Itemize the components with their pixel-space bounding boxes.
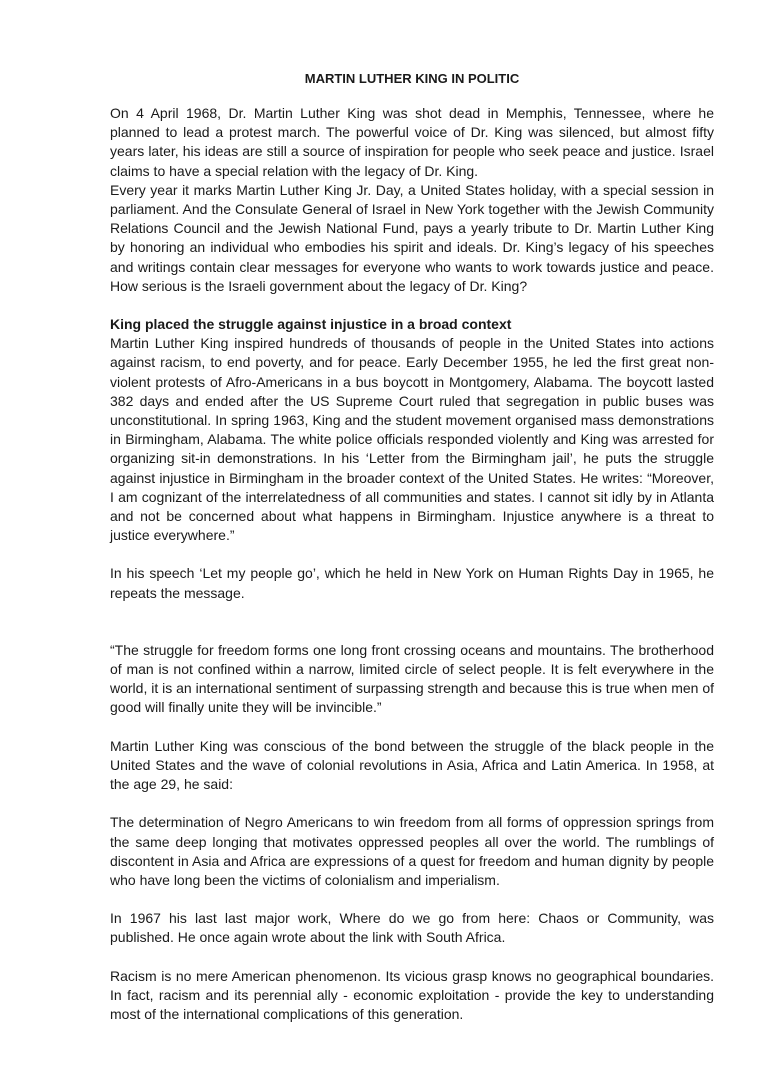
paragraph-speech: In his speech ‘Let my people go’, which he held in New York on Human Rights Day in 1965, he repeats the message. xyxy=(110,565,714,601)
paragraph-colonial: Martin Luther King was conscious of the bond between the struggle of the black people in the United States and the wave of colonial revolutions in Asia, Africa and Latin America. In 1958, at the age 29, he said: xyxy=(110,737,714,793)
paragraph-quote: “The struggle for freedom forms one long front crossing oceans and mountains. The brotherhood of man is not confined within a narrow, limited circle of select people. It is felt everywhere in the world, it is an international sentiment of surpassing strength and because this is true when men of good will finally unite they will be invincible.” xyxy=(110,641,714,716)
paragraph-intro: On 4 April 1968, Dr. Martin Luther King was shot dead in Memphis, Tennessee, where he planned to lead a protest march. The powerful voice of Dr. King was silenced, but almost fifty years later, his ideas are still a source of inspiration for people who seek peace and justice. Israel claims to have a special relation with the legacy of Dr. King. xyxy=(110,105,714,179)
paragraph-racism: Racism is no mere American phenomenon. Its vicious grasp knows no geographical boundaries. In fact, racism and its perennial ally - economic exploitation - provide the key to understanding most of the international complications of this generation. xyxy=(110,967,714,1022)
document-title: MARTIN LUTHER KING IN POLITIC xyxy=(304,71,520,86)
paragraph-israel-tribute: Every year it marks Martin Luther King Jr. Day, a United States holiday, with a special session in parliament. And the Consulate General of Israel in New York together with the Jewish Community Relations Council and the Jewish National Fund, pays a yearly tribute to Dr. Martin Luther King by honoring an individual who embodies his spirit and ideals. Dr. King’s legacy of his speeches and writings contain clear messages for everyone who wants to work towards justice and peace. How serious is the Israeli government about the legacy of Dr. King? xyxy=(110,181,714,294)
paragraph-determination: The determination of Negro Americans to win freedom from all forms of oppression springs from the same deep longing that motivates oppressed peoples all over the world. The rumblings of discontent in Asia and Africa are expressions of a quest for freedom and human dignity by people who have long been the victims of colonialism and imperialism. xyxy=(110,814,714,888)
document-page xyxy=(110,70,714,1024)
paragraph-struggle: Martin Luther King inspired hundreds of thousands of people in the United States into actions against racism, to end poverty, and for peace. Early December 1955, he led the first great non-violent protests of Afro-Americans in a bus boycott in Montgomery, Alabama. The boycott lasted 382 days and ended after the US Supreme Court ruled that segregation in public buses was unconstitutional. In spring 1963, King and the student movement organised mass demonstrations in Birmingham, Alabama. The white police officials responded violently and King was arrested for organizing sit-in demonstrations. In his ‘Letter from the Birmingham jail’, he puts the struggle against injustice in Birmingham in the broader context of the United States. He writes: “Moreover, I am cognizant of the interrelatedness of all communities and states. I cannot sit idly by in Atlanta and not be concerned about what happens in Birmingham. Injustice anywhere is a threat to justice everywhere.” xyxy=(110,335,714,544)
section-heading: King placed the struggle against injustice in a broad context xyxy=(110,316,512,333)
paragraph-last-work: In 1967 his last last major work, Where do we go from here: Chaos or Community, was published. He once again wrote about the link with South Africa. xyxy=(110,910,714,946)
